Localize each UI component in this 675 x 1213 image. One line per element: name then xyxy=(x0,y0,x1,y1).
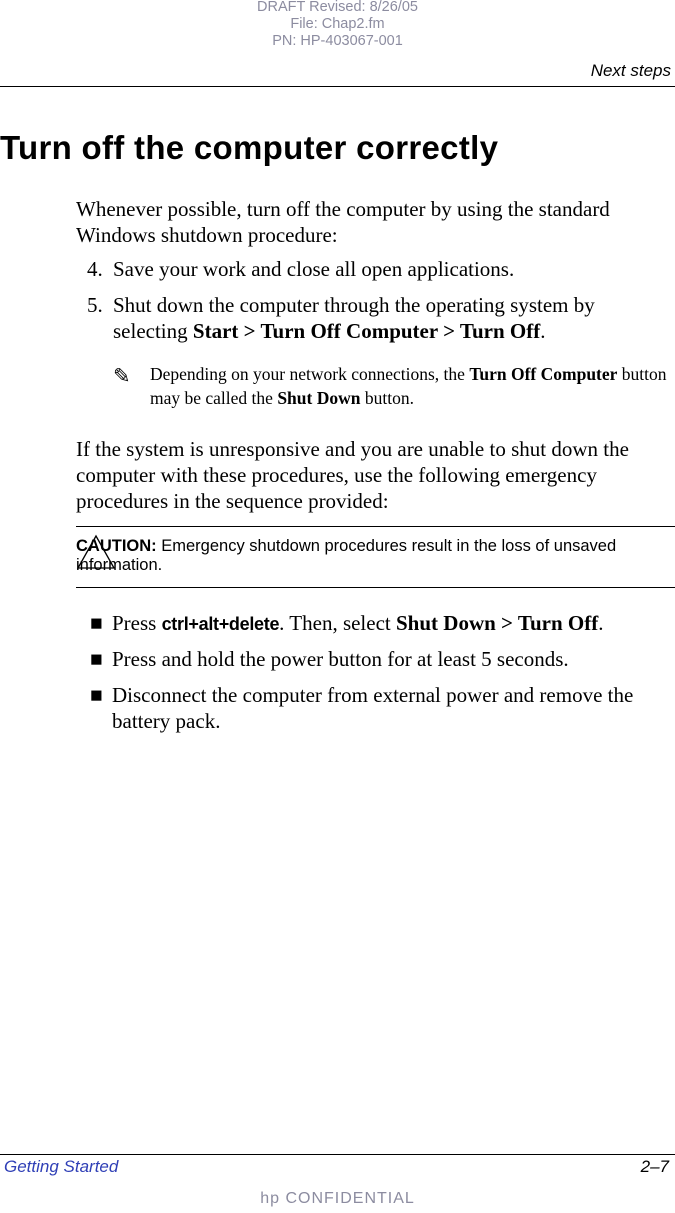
caution-label: CAUTION: xyxy=(76,537,157,555)
bullet-mark: ■ xyxy=(90,647,103,671)
footer-rule xyxy=(0,1154,675,1155)
confidential-stamp: hp CONFIDENTIAL xyxy=(260,1190,415,1207)
draft-stamp xyxy=(0,0,675,50)
running-header: Next steps xyxy=(590,61,671,80)
list-item-text: Press and hold the power button for at least 5 seconds. xyxy=(112,647,569,671)
step-text: Save your work and close all open applications. xyxy=(113,257,515,281)
note-text: Depending on your network connections, the Turn Off Computer button may be called the Shut Down button. xyxy=(150,364,667,408)
pencil-icon: ✎ xyxy=(113,364,131,388)
draft-revised: DRAFT Revised: 8/26/05 xyxy=(257,0,418,15)
menu-path: Start > Turn Off Computer > Turn Off xyxy=(192,319,541,343)
menu-path: Shut Down > Turn Off xyxy=(396,611,599,635)
bullet-mark: ■ xyxy=(90,611,103,635)
draft-pn: PN: HP-403067-001 xyxy=(272,33,403,49)
step-text: Shut down the computer through the operating system by selecting Start > Turn Off Computer > Turn Off. xyxy=(113,293,595,343)
key-combo: ctrl+alt+delete xyxy=(161,614,280,634)
step-number: 4. xyxy=(87,257,103,281)
caution-bottom-rule xyxy=(76,587,675,588)
emergency-intro-paragraph: If the system is unresponsive and you are unable to shut down the computer with these procedures, use the following emergency procedures in the sequence provided: xyxy=(76,437,629,513)
list-item-text: Press ctrl+alt+delete. Then, select Shut Down > Turn Off. xyxy=(112,611,604,635)
page-number: 2–7 xyxy=(640,1157,669,1176)
bullet-mark: ■ xyxy=(90,683,103,707)
caution-top-rule xyxy=(76,526,675,527)
list-item-text: Disconnect the computer from external power and remove the battery pack. xyxy=(112,683,634,733)
intro-paragraph: Whenever possible, turn off the computer by using the standard Windows shutdown procedure: xyxy=(76,197,610,247)
draft-file: File: Chap2.fm xyxy=(290,16,385,32)
step-number: 5. xyxy=(87,293,103,317)
caution-text: CAUTION: Emergency shutdown procedures result in the loss of unsaved information. xyxy=(76,537,617,574)
book-title-link[interactable]: Getting Started xyxy=(4,1157,119,1176)
page-title: Turn off the computer correctly xyxy=(0,129,499,166)
header-rule xyxy=(0,86,675,87)
